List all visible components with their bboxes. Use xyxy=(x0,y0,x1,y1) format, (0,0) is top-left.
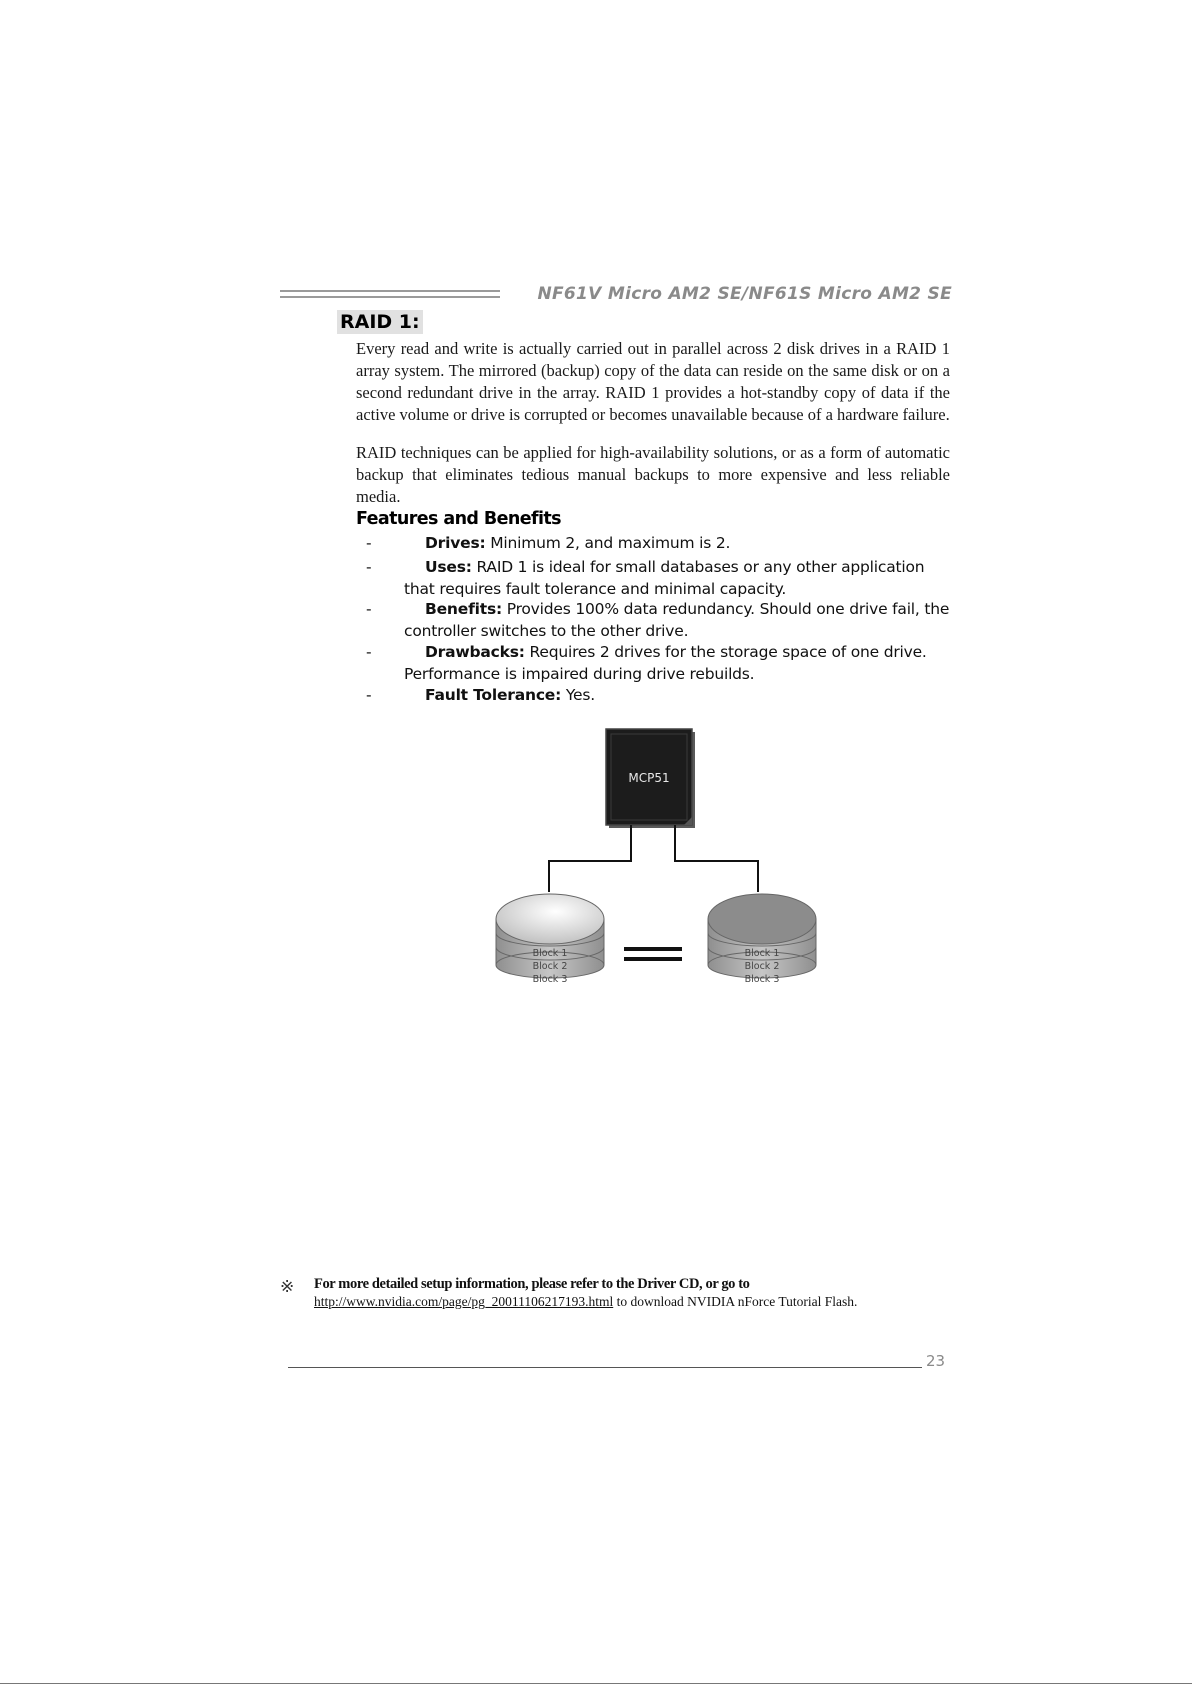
note-reference-mark: ※ xyxy=(280,1277,295,1296)
chip-mcp51 xyxy=(606,729,695,828)
disk-right-top xyxy=(708,894,816,944)
disk-right-block-1: Block 1 xyxy=(744,948,780,959)
header-rule-bottom xyxy=(280,296,500,298)
disk-left-block-2: Block 2 xyxy=(532,961,568,972)
feature-label: Uses: xyxy=(425,558,472,576)
feature-label: Benefits: xyxy=(425,600,502,618)
header-rule-top xyxy=(280,290,500,292)
paragraph-raid-techniques: RAID techniques can be applied for high-availability solutions, or as a form of automatic backup that eliminates tedious manual backups to more expensive and less reliable media. xyxy=(356,443,950,506)
bullet-dash: - xyxy=(366,600,372,618)
disk-left-block-3: Block 3 xyxy=(532,974,568,985)
feature-item-drawbacks xyxy=(366,642,952,685)
nvidia-tutorial-link[interactable]: http://www.nvidia.com/page/pg_20011106217193.html xyxy=(314,1294,614,1309)
feature-item-fault-tolerance xyxy=(366,685,952,707)
section-heading: RAID 1: xyxy=(337,310,423,334)
disk-right xyxy=(708,894,816,985)
mirror-equals-bottom xyxy=(624,957,682,961)
feature-text: Minimum 2, and maximum is 2. xyxy=(485,534,731,552)
product-title: NF61V Micro AM2 SE/NF61S Micro AM2 SE xyxy=(537,284,952,304)
feature-text: Yes. xyxy=(561,686,596,704)
features-heading: Features and Benefits xyxy=(356,509,561,529)
feature-label: Drives: xyxy=(425,534,486,552)
paragraph-raid1-description: Every read and write is actually carried out in parallel across 2 disk drives in a RAID 1 array system. The mirrored (backup) copy of the data can reside on the same disk or on a second redundant drive in the array. RAID 1 provides a hot-standby copy of data if the active volume or drive is corrupted or becomes unavailable because of a hardware failure. xyxy=(356,339,950,424)
feature-item-uses xyxy=(366,557,952,600)
disk-left-top xyxy=(496,894,604,944)
page-bottom-edge xyxy=(0,1683,1192,1684)
mirror-equals-top xyxy=(624,947,682,951)
connector-right xyxy=(675,825,758,892)
page-number: 23 xyxy=(926,1352,946,1370)
disk-right-block-2: Block 2 xyxy=(744,961,780,972)
bullet-dash: - xyxy=(366,558,372,576)
feature-label: Drawbacks: xyxy=(425,643,525,661)
bullet-dash: - xyxy=(366,686,372,704)
feature-text: Requires 2 drives for the storage space of one drive. Performance is impaired during drive rebuilds. xyxy=(404,643,927,683)
disk-left xyxy=(496,894,604,985)
bullet-dash: - xyxy=(366,534,372,552)
feature-item-benefits xyxy=(366,599,952,642)
feature-label: Fault Tolerance: xyxy=(425,686,562,704)
footer-rule xyxy=(288,1367,922,1368)
feature-item-drives xyxy=(366,533,952,555)
disk-right-block-3: Block 3 xyxy=(744,974,780,985)
disk-left-block-1: Block 1 xyxy=(532,948,568,959)
raid1-mirror-diagram xyxy=(480,725,840,995)
bullet-dash: - xyxy=(366,643,372,661)
note-link-line xyxy=(314,1294,857,1310)
feature-text: Provides 100% data redundancy. Should one drive fail, the controller switches to the other drive. xyxy=(404,600,950,640)
chip-label: MCP51 xyxy=(628,771,670,785)
connector-left xyxy=(549,825,631,892)
note-text: For more detailed setup information, please refer to the Driver CD, or go to xyxy=(314,1276,750,1292)
note-link-suffix: to download NVIDIA nForce Tutorial Flash. xyxy=(613,1294,858,1309)
feature-text: RAID 1 is ideal for small databases or any other application that requires fault tolerance and minimal capacity. xyxy=(404,558,925,598)
